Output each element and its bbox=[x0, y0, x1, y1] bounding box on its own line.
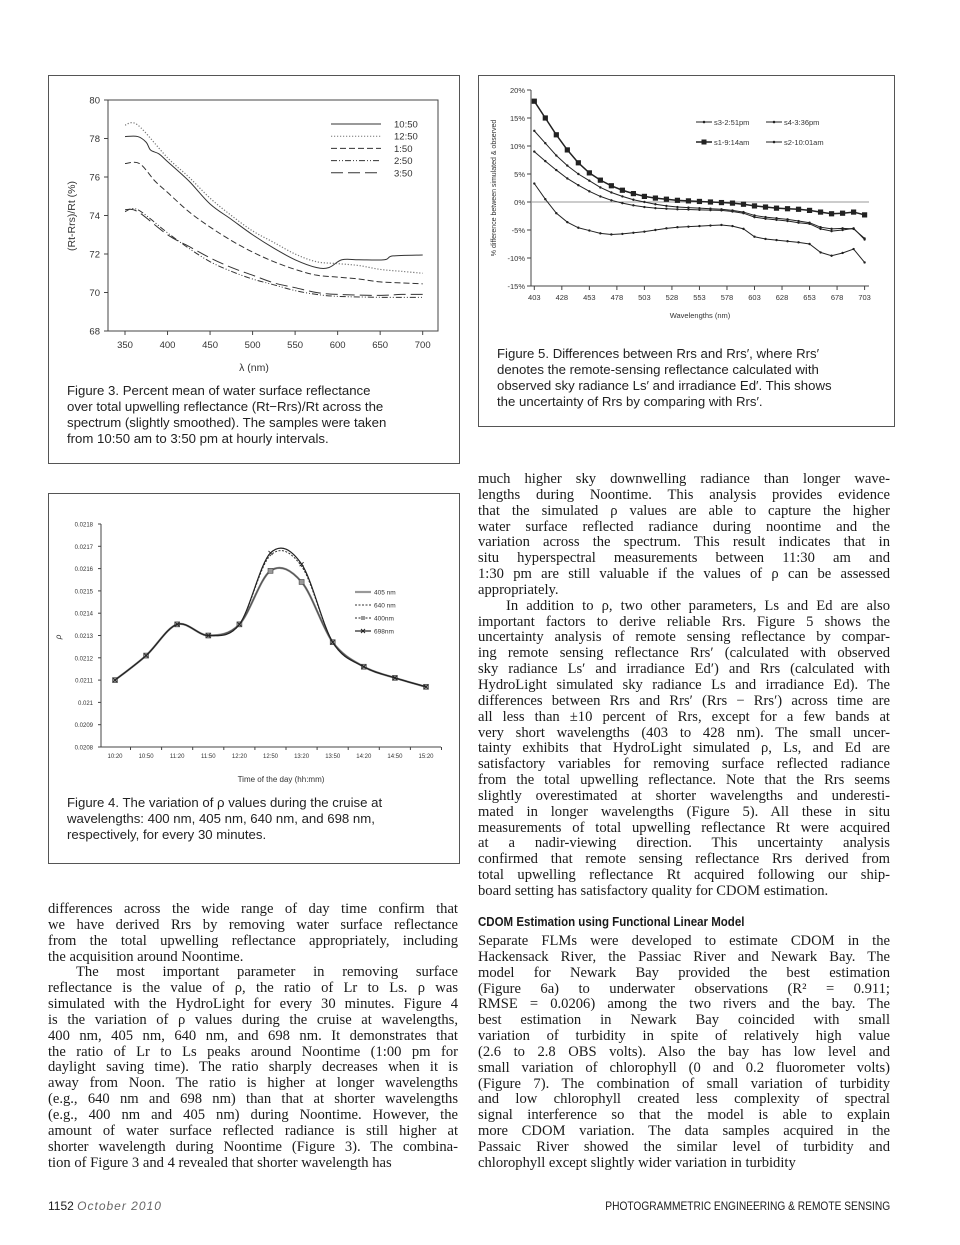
text-line: Passaic River showed the similar level of turbidity and bbox=[478, 1138, 890, 1155]
x-tick-label: 13:20 bbox=[294, 754, 310, 760]
footer-left bbox=[48, 1199, 162, 1213]
data-point bbox=[830, 255, 832, 257]
data-point bbox=[621, 202, 623, 204]
data-point bbox=[785, 206, 790, 211]
legend-label: 400nm bbox=[374, 615, 394, 623]
y-tick-label: 0.0217 bbox=[74, 544, 93, 551]
text-line: and low chlorophyll created less complexity of spectral bbox=[478, 1091, 890, 1108]
y-tick-label: 0% bbox=[514, 198, 525, 207]
data-point bbox=[819, 251, 821, 253]
legend-label: 3:50 bbox=[394, 168, 413, 180]
text-line: signal interference so that the model is able to explain bbox=[478, 1107, 890, 1124]
data-point bbox=[654, 207, 656, 209]
data-point bbox=[555, 154, 557, 156]
y-tick-label: 0.0214 bbox=[74, 611, 93, 618]
data-point bbox=[764, 238, 766, 240]
text-line: differences across the wide range of day time confirm that bbox=[48, 901, 458, 917]
x-tick-label: 450 bbox=[202, 340, 218, 351]
text-line: we have derived Rrs by removing water surface reflectance bbox=[48, 916, 458, 933]
data-point bbox=[697, 199, 702, 204]
data-point bbox=[533, 130, 535, 132]
legend-label: s1-9:14am bbox=[714, 138, 750, 147]
data-point bbox=[576, 160, 581, 165]
data-point bbox=[643, 201, 645, 203]
data-point bbox=[786, 220, 788, 222]
x-tick-label: 10:20 bbox=[107, 754, 123, 760]
data-point bbox=[642, 194, 647, 199]
text-line: In addition to ρ, two other parameters, Ls and Ed are also bbox=[506, 597, 890, 614]
legend-label: 405 nm bbox=[374, 589, 396, 597]
legend-label: s4-3:36pm bbox=[784, 118, 820, 127]
text-line: RMSE = 0.0206) among the two rivers and the bay. The bbox=[478, 996, 890, 1013]
data-point bbox=[587, 170, 592, 175]
text-line: ing remote sensing reflectance Rrs′ (calculated with observed bbox=[478, 645, 890, 662]
data-point bbox=[808, 243, 810, 245]
x-tick-label: 678 bbox=[830, 293, 844, 302]
text-line: much higher sky downwelling radiance than longer wave- bbox=[478, 471, 890, 487]
text-line: (e.g., 400 nm and 405 nm) during Noontime. However, the bbox=[48, 1106, 458, 1123]
text-line: at a nadir-viewing direction. This uncertainty analysis bbox=[478, 835, 890, 852]
data-point bbox=[753, 216, 755, 218]
x-tick-label: 600 bbox=[329, 340, 346, 351]
data-point bbox=[643, 230, 645, 232]
y-tick-label: 76 bbox=[89, 172, 100, 184]
y-tick-label: 74 bbox=[89, 211, 100, 222]
figure-5 bbox=[478, 75, 895, 427]
text-line: amount of water surface reflected radiance is still higher at bbox=[48, 1122, 458, 1139]
data-point bbox=[709, 224, 711, 226]
figure-3 bbox=[48, 75, 460, 464]
data-point bbox=[763, 204, 768, 209]
data-point bbox=[609, 183, 614, 188]
text-line: (2.6 to 2.8 OBS volts). Also the bay has low level and bbox=[478, 1043, 890, 1060]
page-number: 1152 bbox=[48, 1199, 74, 1213]
data-point bbox=[709, 209, 711, 211]
data-point bbox=[851, 209, 856, 214]
data-point bbox=[543, 115, 548, 120]
caption-line: from 10:50 am to 3:50 pm at hourly intervals. bbox=[67, 431, 329, 446]
y-tick-label: 0.0211 bbox=[75, 678, 93, 685]
legend-label: s2-10:01am bbox=[784, 138, 824, 147]
data-point bbox=[632, 204, 634, 206]
y-tick-label: -15% bbox=[507, 282, 525, 291]
x-tick-label: 503 bbox=[638, 293, 651, 302]
y-tick-label: -5% bbox=[511, 226, 525, 235]
text-line: mated in longer wavelengths (Figure 5). All these in situ bbox=[478, 803, 890, 820]
data-point bbox=[621, 195, 623, 197]
x-tick-label: 11:20 bbox=[169, 754, 185, 760]
data-point bbox=[654, 203, 656, 205]
text-line: shorter wavelength during Noontime (Figure 3). The combina- bbox=[48, 1138, 458, 1155]
data-point bbox=[665, 208, 667, 210]
y-tick-label: 70 bbox=[89, 288, 100, 299]
text-line: variation of turbidity in spite of relatively high value bbox=[478, 1028, 890, 1045]
series-line-s2-10:01am bbox=[534, 131, 864, 239]
data-point bbox=[775, 239, 777, 241]
figure-5-chart bbox=[479, 76, 894, 336]
y-tick-label: 20% bbox=[509, 86, 525, 95]
text-line: reflectance is the value of ρ, the ratio of Lr to Ls. ρ was bbox=[48, 980, 458, 997]
data-point bbox=[818, 209, 823, 214]
data-point bbox=[719, 200, 724, 205]
caption-line: Figure 5. Differences between Rrs and Rrs′, where Rrs′ bbox=[497, 346, 820, 361]
plot-frame bbox=[108, 100, 438, 331]
text-line: is the variation of ρ values during the cruise at wavelengths, bbox=[48, 1011, 458, 1028]
text-line: HydroLight simulated sky radiance Ls and irradiance Ed). The bbox=[478, 676, 890, 693]
y-axis-title: (Rt-Rrs)/Rt (%) bbox=[66, 181, 78, 251]
legend-marker bbox=[703, 121, 706, 124]
x-tick-label: 500 bbox=[244, 340, 261, 351]
data-point bbox=[610, 191, 612, 193]
data-point bbox=[621, 233, 623, 235]
text-line: tainty exhibits that HydroLight simulated ρ, Ls, and Ed are bbox=[478, 740, 890, 757]
data-point bbox=[588, 229, 590, 231]
text-line: 1:30 pm are still valuable if the values of ρ can be assessed bbox=[478, 566, 890, 583]
text-line: small variation of chlorophyll (0 and 0.2 fluorometer volts) bbox=[478, 1059, 890, 1076]
right-column-text bbox=[478, 472, 890, 900]
data-point bbox=[687, 225, 689, 227]
data-point bbox=[797, 222, 799, 224]
x-tick-label: 15:20 bbox=[418, 754, 434, 760]
text-line: board setting has satisfactory quality for CDOM estimation. bbox=[478, 882, 829, 899]
data-point bbox=[299, 579, 304, 584]
x-axis-title: λ (nm) bbox=[239, 362, 269, 374]
data-point bbox=[698, 209, 700, 211]
data-point bbox=[687, 208, 689, 210]
y-tick-label: -10% bbox=[507, 254, 525, 263]
y-tick-label: 15% bbox=[509, 114, 525, 123]
figure-3-chart bbox=[49, 76, 459, 376]
x-tick-label: 14:50 bbox=[387, 754, 403, 760]
figure-4-caption bbox=[67, 795, 382, 843]
data-point bbox=[841, 252, 843, 254]
y-tick-label: 72 bbox=[89, 249, 100, 261]
data-point bbox=[753, 236, 755, 238]
text-line: differences between Rrs and Rrs′ (Rrs − Rrs′) across time are bbox=[478, 692, 890, 709]
x-tick-label: 12:20 bbox=[231, 754, 247, 760]
data-point bbox=[852, 227, 854, 229]
legend-label: s3-2:51pm bbox=[714, 118, 750, 127]
y-tick-label: 78 bbox=[89, 134, 100, 145]
text-line: appropriately. bbox=[478, 581, 559, 598]
data-point bbox=[742, 212, 744, 214]
text-line: sky radiance Ls′ and irradiance Ed′) and Rrs (calculated with bbox=[478, 661, 890, 678]
x-tick-label: 11:50 bbox=[201, 754, 216, 760]
data-point bbox=[840, 211, 845, 216]
data-point bbox=[774, 206, 779, 211]
data-point bbox=[676, 206, 678, 208]
x-tick-label: 10:50 bbox=[138, 754, 154, 760]
data-point bbox=[566, 177, 568, 179]
data-point bbox=[599, 195, 601, 197]
series-line-1:50 bbox=[125, 162, 423, 284]
text-line: simulated with the HydroLight for every 30 minutes. Figure 4 bbox=[48, 996, 458, 1013]
text-line: Hackensack River, the Passiac River and Newark Bay. The bbox=[478, 948, 890, 965]
data-point bbox=[632, 232, 634, 234]
figure-4 bbox=[48, 493, 460, 864]
x-tick-label: 12:50 bbox=[262, 754, 279, 760]
data-point bbox=[720, 209, 722, 211]
section-heading: CDOM Estimation using Functional Linear Model bbox=[478, 915, 745, 929]
data-point bbox=[577, 227, 579, 229]
data-point bbox=[731, 210, 733, 212]
figure-3-caption bbox=[67, 383, 386, 447]
y-tick-label: 0.0208 bbox=[74, 745, 93, 752]
data-point bbox=[796, 207, 801, 212]
text-line: situ hyperspectral measurements between 11:30 am and bbox=[478, 550, 890, 567]
data-point bbox=[555, 169, 557, 171]
data-point bbox=[654, 229, 656, 231]
y-tick-label: 0.0218 bbox=[74, 522, 93, 529]
text-line: slightly overestimated at shorter wavelengths and underesti- bbox=[478, 787, 890, 804]
legend-marker bbox=[702, 140, 707, 145]
issue-date: October 2010 bbox=[77, 1199, 162, 1213]
data-point bbox=[610, 199, 612, 201]
data-point bbox=[830, 230, 832, 232]
text-line: model for Newark Bay provided the best estimation bbox=[478, 964, 890, 981]
legend-marker bbox=[773, 121, 776, 124]
text-line: very short wavelengths (403 to 428 nm). The small uncer- bbox=[478, 724, 890, 741]
data-point bbox=[742, 228, 744, 230]
text-line: chlorophyll except slightly wider variation in turbidity bbox=[478, 1154, 796, 1171]
data-point bbox=[852, 248, 854, 250]
x-tick-label: 528 bbox=[665, 293, 679, 302]
data-point bbox=[565, 147, 570, 152]
text-line: measurements of total upwelling reflectance Rt were acquired bbox=[478, 819, 890, 836]
data-point bbox=[676, 226, 678, 228]
data-point bbox=[676, 208, 678, 210]
caption-line: Figure 3. Percent mean of water surface reflectance bbox=[67, 383, 371, 398]
data-point bbox=[588, 180, 590, 182]
series-line-3:50 bbox=[125, 209, 423, 295]
y-axis-title: % difference between simulated & observed bbox=[491, 119, 498, 257]
data-point bbox=[643, 206, 645, 208]
y-tick-label: 68 bbox=[89, 326, 100, 338]
data-point bbox=[554, 132, 559, 137]
caption-line: over total upwelling reflectance (Rt−Rrs)/Rt across the bbox=[67, 399, 384, 414]
x-tick-label: 350 bbox=[117, 340, 133, 351]
x-tick-label: 700 bbox=[414, 340, 431, 351]
data-point bbox=[599, 186, 601, 188]
legend-label: 12:50 bbox=[394, 131, 418, 143]
x-tick-label: 13:50 bbox=[325, 754, 341, 760]
text-line: from the total upwelling reflectance appropriately, including bbox=[48, 932, 458, 949]
text-line: total upwelling reflectance Rt acquired following our ship- bbox=[478, 867, 890, 884]
x-tick-label: 553 bbox=[693, 293, 706, 302]
caption-line: denotes the remote-sensing reflectance calculated with bbox=[497, 362, 819, 377]
text-line: The most important parameter in removing surface bbox=[76, 964, 458, 981]
figure-5-caption bbox=[497, 346, 832, 410]
data-point bbox=[708, 199, 713, 204]
caption-line: respectively, for every 30 minutes. bbox=[67, 827, 267, 842]
caption-line: observed sky radiance Ls′ and irradiance Ed′. This shows bbox=[497, 378, 832, 393]
data-point bbox=[665, 205, 667, 207]
data-point bbox=[577, 173, 579, 175]
y-tick-label: 0.0212 bbox=[74, 656, 93, 663]
data-point bbox=[863, 261, 865, 263]
data-point bbox=[863, 238, 865, 240]
text-line: satisfactory variables for removing surface reflected radiance bbox=[478, 756, 890, 773]
data-point bbox=[532, 99, 537, 104]
x-tick-label: 14:20 bbox=[356, 754, 372, 760]
data-point bbox=[269, 551, 273, 555]
legend-label: 10:50 bbox=[394, 119, 418, 131]
data-point bbox=[819, 228, 821, 230]
data-point bbox=[598, 178, 603, 183]
series-line-10:50 bbox=[125, 136, 423, 268]
legend-label: 640 nm bbox=[374, 602, 396, 610]
x-tick-label: 628 bbox=[775, 293, 789, 302]
series-line-400nm bbox=[115, 568, 426, 687]
text-line: (e.g., 640 nm and 698 nm) than that at shorter wavelengths bbox=[48, 1091, 458, 1108]
data-point bbox=[544, 142, 546, 144]
data-point bbox=[797, 241, 799, 243]
text-line: variation across the spectrum. This result indicates that in bbox=[478, 534, 890, 551]
data-point bbox=[533, 182, 535, 184]
data-point bbox=[533, 150, 535, 152]
data-point bbox=[807, 208, 812, 213]
data-point bbox=[862, 212, 867, 217]
data-point bbox=[841, 229, 843, 231]
text-line: daylight saving time). The ratio sharply decreases when it is bbox=[48, 1059, 458, 1076]
data-point bbox=[544, 160, 546, 162]
data-point bbox=[620, 188, 625, 193]
legend-label: 1:50 bbox=[394, 143, 413, 155]
legend-label: 2:50 bbox=[394, 156, 413, 168]
y-tick-label: 0.0209 bbox=[74, 723, 93, 730]
data-point bbox=[588, 190, 590, 192]
x-tick-label: 603 bbox=[748, 293, 761, 302]
data-point bbox=[731, 225, 733, 227]
data-point bbox=[764, 218, 766, 220]
text-line: away from Noon. The ratio is higher at longer wavelengths bbox=[48, 1075, 458, 1092]
y-tick-label: 80 bbox=[89, 95, 100, 107]
data-point bbox=[599, 232, 601, 234]
text-line: that the simulated ρ values are able to capture the higher bbox=[478, 502, 890, 519]
figure-4-chart bbox=[49, 494, 459, 794]
data-point bbox=[775, 219, 777, 221]
data-point bbox=[675, 198, 680, 203]
x-axis-title: Time of the day (hh:mm) bbox=[237, 775, 325, 784]
text-line: best estimation in Newark Bay coincided with small bbox=[478, 1012, 890, 1029]
data-point bbox=[720, 224, 722, 226]
data-point bbox=[544, 198, 546, 200]
text-line: confirmed that remote sensing reflectance Rrs derived from bbox=[478, 851, 890, 868]
data-point bbox=[752, 203, 757, 208]
text-line: from the total upwelling reflectance. Note that the Rrs seems bbox=[478, 772, 890, 789]
data-point bbox=[631, 191, 636, 196]
x-tick-label: 650 bbox=[372, 340, 389, 351]
text-line: (Figure 6a) to underwater observations (R² = 0.911; bbox=[478, 980, 890, 997]
data-point bbox=[808, 223, 810, 225]
section-body-text bbox=[478, 934, 890, 1172]
journal-name: PHOTOGRAMMETRIC ENGINEERING & REMOTE SENSING bbox=[605, 1199, 890, 1213]
caption-line: Figure 4. The variation of ρ values during the cruise at bbox=[67, 795, 383, 810]
y-tick-label: 0.021 bbox=[77, 700, 93, 707]
data-point bbox=[698, 225, 700, 227]
text-line: important factors to derive reliable Rrs. Figure 5 shows the bbox=[478, 613, 890, 630]
data-point bbox=[632, 199, 634, 201]
text-line: water surface reflected radiance during noontime and the bbox=[478, 518, 890, 535]
data-point bbox=[566, 164, 568, 166]
x-tick-label: 453 bbox=[583, 293, 596, 302]
legend-label: 698nm bbox=[374, 628, 394, 636]
data-point bbox=[830, 228, 832, 230]
y-tick-label: 0.0213 bbox=[74, 634, 93, 640]
text-line: Separate FLMs were developed to estimate CDOM in the bbox=[478, 933, 890, 949]
data-point bbox=[610, 233, 612, 235]
x-tick-label: 653 bbox=[803, 293, 816, 302]
series-line-12:50 bbox=[125, 123, 423, 274]
data-point bbox=[664, 197, 669, 202]
y-tick-label: 10% bbox=[509, 142, 525, 151]
caption-line: wavelengths: 400 nm, 405 nm, 640 nm, and 698 nm, bbox=[67, 811, 375, 826]
text-line: (Figure 7). The combination of small variation of turbidity bbox=[478, 1075, 890, 1092]
x-tick-label: 478 bbox=[610, 293, 624, 302]
x-tick-label: 550 bbox=[287, 340, 304, 351]
series-line-s4-3:36pm bbox=[534, 184, 864, 263]
data-point bbox=[653, 195, 658, 200]
x-tick-label: 703 bbox=[858, 293, 871, 302]
text-line: the ratio of Lr to Ls peaks around Noontime (1:00 pm for bbox=[48, 1043, 458, 1060]
data-point bbox=[268, 568, 273, 573]
x-tick-label: 578 bbox=[720, 293, 734, 302]
x-tick-label: 400 bbox=[159, 340, 176, 351]
text-line: 400 nm, 405 nm, 640 nm, and 698 nm. It demonstrates that bbox=[48, 1027, 458, 1044]
y-tick-label: 0.0216 bbox=[74, 567, 93, 574]
y-tick-label: 0.0215 bbox=[74, 589, 93, 596]
text-line: tion of Figure 3 and 4 revealed that shorter wavelength has bbox=[48, 1154, 392, 1171]
data-point bbox=[686, 198, 691, 203]
data-point bbox=[741, 202, 746, 207]
data-point bbox=[665, 227, 667, 229]
data-point bbox=[566, 221, 568, 223]
caption-line: the uncertainty of Rrs by comparing with Rrs′. bbox=[497, 394, 763, 409]
text-line: more CDOM variation. The data samples acquired in the bbox=[478, 1123, 890, 1140]
data-point bbox=[577, 184, 579, 186]
text-line: lengths during Noontime. This analysis provides evidence bbox=[478, 486, 890, 503]
data-point bbox=[786, 240, 788, 242]
text-line: the acquisition around Noontime. bbox=[48, 948, 244, 965]
data-point bbox=[730, 201, 735, 206]
legend-marker bbox=[361, 616, 365, 620]
caption-line: spectrum (slightly smoothed). The samples were taken bbox=[67, 415, 387, 430]
x-axis-title: Wavelengths (nm) bbox=[669, 311, 731, 320]
data-point bbox=[555, 212, 557, 214]
series-line-405 nm bbox=[115, 568, 426, 687]
left-column-text bbox=[48, 902, 458, 1171]
x-tick-label: 428 bbox=[555, 293, 569, 302]
x-tick-label: 403 bbox=[528, 293, 541, 302]
data-point bbox=[829, 211, 834, 216]
y-axis-title: ρ bbox=[54, 634, 63, 640]
y-tick-label: 5% bbox=[514, 170, 525, 179]
series-line-2:50 bbox=[125, 208, 423, 297]
text-line: uncertainty analysis of remote sensing reflectance by compar- bbox=[478, 629, 890, 646]
text-line: all less than ±10 percent of Rrs, except for a few bands at bbox=[478, 708, 890, 725]
legend-marker bbox=[773, 141, 776, 144]
